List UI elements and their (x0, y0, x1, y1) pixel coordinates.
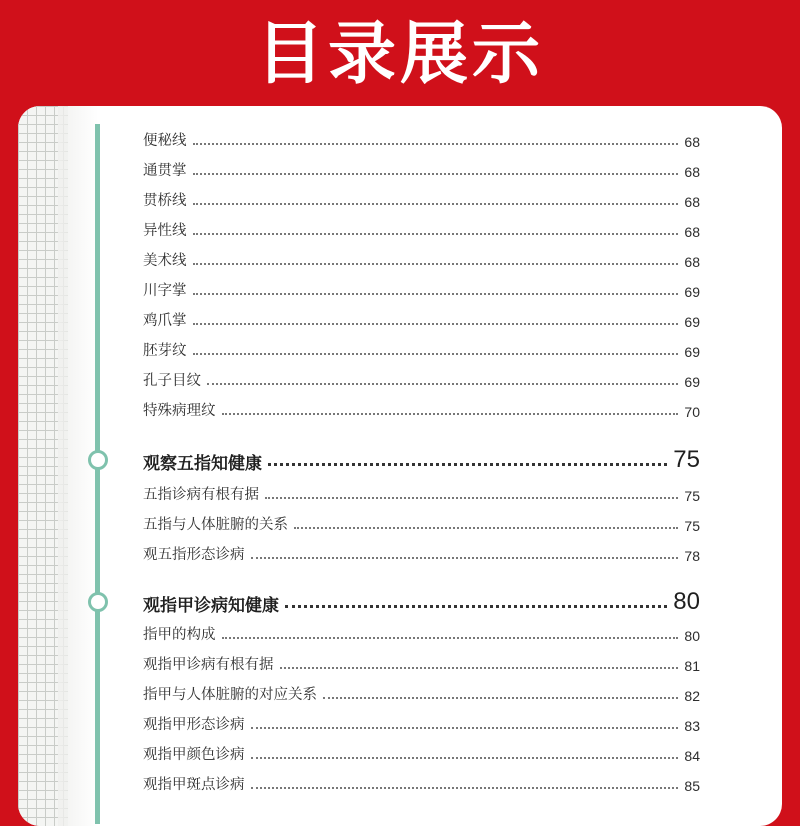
toc-entry-label: 指甲的构成 (143, 627, 216, 643)
toc-entry-label: 特殊病理纹 (143, 403, 216, 419)
toc-section-heading[interactable] (143, 440, 700, 474)
toc-section-heading[interactable] (143, 582, 700, 616)
toc-entry[interactable] (143, 274, 700, 300)
toc-entry[interactable] (143, 508, 700, 534)
toc-entry-label: 指甲与人体脏腑的对应关系 (143, 687, 317, 703)
toc-entry-page: 81 (684, 658, 700, 674)
toc-entry-page: 68 (684, 254, 700, 270)
leader-dots (193, 233, 679, 235)
toc-entry[interactable] (143, 394, 700, 420)
leader-dots (251, 727, 679, 729)
leader-dots (251, 557, 679, 559)
leader-dots (268, 463, 667, 466)
toc-entry[interactable] (143, 154, 700, 180)
toc-entry[interactable] (143, 244, 700, 270)
toc-entry-label: 便秘线 (143, 133, 187, 149)
toc-entry-page: 75 (684, 518, 700, 534)
leader-dots (193, 173, 679, 175)
leader-dots (222, 637, 679, 639)
toc-entry-page: 68 (684, 224, 700, 240)
timeline-bar (95, 124, 100, 824)
toc-entry-label: 鸡爪掌 (143, 313, 187, 329)
section-title: 观指甲诊病知健康 (143, 596, 279, 616)
toc-entry-page: 68 (684, 134, 700, 150)
leader-dots (285, 605, 667, 608)
toc-entry-page: 82 (684, 688, 700, 704)
toc-entry[interactable] (143, 678, 700, 704)
toc-entry-label: 观指甲形态诊病 (143, 717, 245, 733)
leader-dots (193, 143, 679, 145)
toc-entry-page: 69 (684, 284, 700, 300)
leader-dots (222, 413, 679, 415)
section-page: 75 (673, 446, 700, 473)
section-title: 观察五指知健康 (143, 454, 262, 474)
leader-dots (251, 787, 679, 789)
banner-title: 目录展示 (255, 15, 544, 94)
leader-dots (193, 323, 679, 325)
toc-entry-label: 孔子目纹 (143, 373, 201, 389)
toc-entry-label: 五指诊病有根有据 (143, 487, 259, 503)
toc-entry[interactable] (143, 184, 700, 210)
toc-entry[interactable] (143, 304, 700, 330)
toc-entry-page: 83 (684, 718, 700, 734)
toc-entry-page: 78 (684, 548, 700, 564)
toc-entry-page: 68 (684, 194, 700, 210)
toc-entry[interactable] (143, 738, 700, 764)
toc-entry-page: 80 (684, 628, 700, 644)
toc-entry-page: 69 (684, 344, 700, 360)
toc-entry-label: 美术线 (143, 253, 187, 269)
toc-entry-page: 69 (684, 314, 700, 330)
toc-entry-label: 通贯掌 (143, 163, 187, 179)
toc-entry[interactable] (143, 538, 700, 564)
toc-entry[interactable] (143, 768, 700, 794)
section-page: 80 (673, 588, 700, 615)
leader-dots (193, 353, 679, 355)
leader-dots (294, 527, 678, 529)
toc-entry[interactable] (143, 364, 700, 390)
section-node-icon (88, 450, 108, 470)
toc-entry-label: 观指甲颜色诊病 (143, 747, 245, 763)
toc-entry-label: 观五指形态诊病 (143, 547, 245, 563)
leader-dots (323, 697, 678, 699)
leader-dots (251, 757, 679, 759)
toc-entry-page: 69 (684, 374, 700, 390)
leader-dots (207, 383, 678, 385)
toc-entry-page: 68 (684, 164, 700, 180)
toc-entry-page: 85 (684, 778, 700, 794)
toc-entry-label: 川字掌 (143, 283, 187, 299)
toc-entry[interactable] (143, 648, 700, 674)
toc-entry-label: 异性线 (143, 223, 187, 239)
toc-entry[interactable] (143, 478, 700, 504)
leader-dots (193, 293, 679, 295)
toc-entry-page: 70 (684, 404, 700, 420)
leader-dots (265, 497, 678, 499)
toc-entry[interactable] (143, 214, 700, 240)
leader-dots (193, 203, 679, 205)
leader-dots (280, 667, 679, 669)
toc-entry-label: 五指与人体脏腑的关系 (143, 517, 288, 533)
toc-entry-label: 观指甲诊病有根有据 (143, 657, 274, 673)
toc-page (18, 106, 782, 826)
toc-entry-label: 胚芽纹 (143, 343, 187, 359)
leader-dots (193, 263, 679, 265)
toc-entry[interactable] (143, 334, 700, 360)
toc-entry-label: 贯桥线 (143, 193, 187, 209)
toc-entry[interactable] (143, 708, 700, 734)
toc-entry-page: 84 (684, 748, 700, 764)
toc-entry[interactable] (143, 618, 700, 644)
section-node-icon (88, 592, 108, 612)
toc-entry-page: 75 (684, 488, 700, 504)
toc-entry[interactable] (143, 124, 700, 150)
toc-entry-label: 观指甲斑点诊病 (143, 777, 245, 793)
